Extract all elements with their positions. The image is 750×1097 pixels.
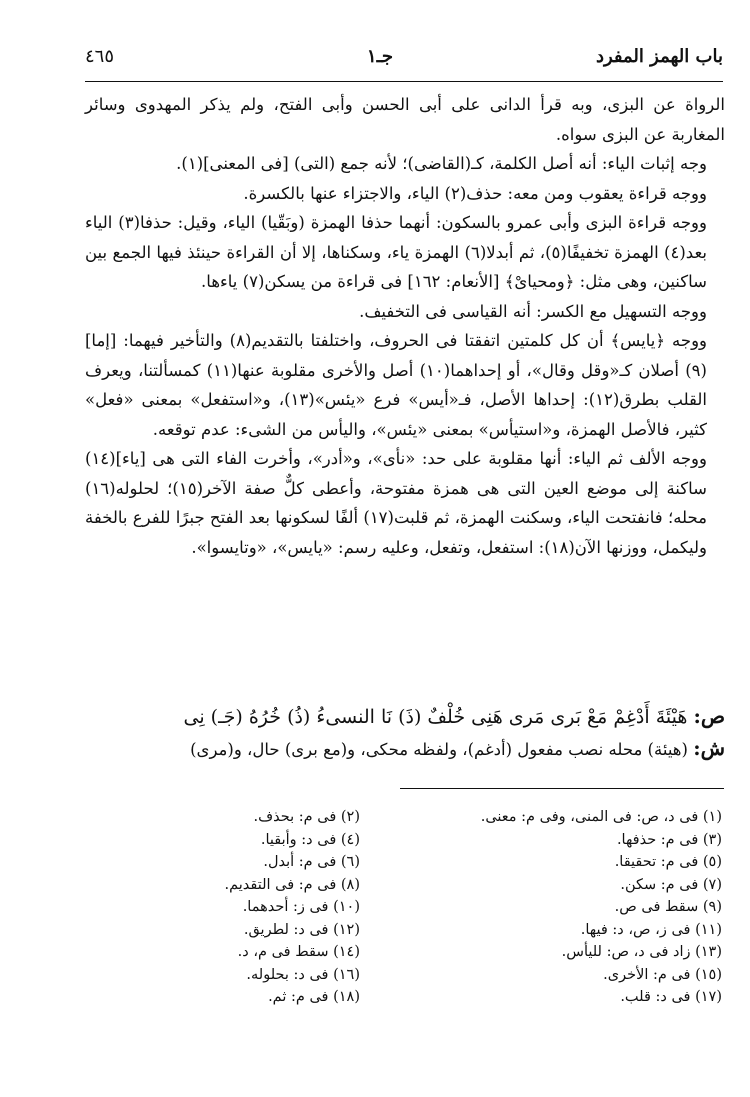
header-divider xyxy=(85,81,723,82)
commentary-label: ش: xyxy=(693,736,725,760)
footnote: (٨) فى م: فى التقديم. xyxy=(224,876,360,893)
footnotes-odd xyxy=(382,806,722,1009)
main-text xyxy=(85,90,725,562)
footnote: (١٠) فى ز: أحدهما. xyxy=(242,899,360,915)
footnote: (١٢) فى د: لطريق. xyxy=(243,921,360,938)
paragraph: وجه إثبات الياء: أنه أصل الكلمة، كـ(القاضى)؛ لأنه جمع (التى) [فى المعنى](١). xyxy=(176,154,707,173)
footnotes-even xyxy=(110,806,360,1009)
paragraph: ووجه التسهيل مع الكسر: أنه القياسى فى التخفيف. xyxy=(359,301,707,321)
footnote: (٩) سقط فى ص. xyxy=(614,899,722,915)
footnote: (١٨) فى م: ثم. xyxy=(268,989,360,1005)
paragraph: ووجه قراءة البزى وأبى عمرو بالسكون: أنهما حذفا الهمزة (وبَقّيا) الياء، وقيل: حذفا(٣) الياء بعد(٤) الهمزة تخفيفًا(٥)، ثم أبدلا(٦) الهمزة ياء، وسكناها، إلا أن القراءة حينئذ فيها الجمع بين ساكنين، وهى مثل: ﴿ومحيایْ﴾ [الأنعام: ١٦٢] فى قراءة من يسكن(٧) ياءها. xyxy=(85,213,707,291)
commentary-line xyxy=(85,734,725,764)
footnote: (٣) فى م: حذفها. xyxy=(616,831,722,848)
commentary-text: (هيئة) محله نصب مفعول (أدغم)، ولفظه محكى، و(مع برى) حال، و(مرى) xyxy=(190,740,688,759)
footnote: (١٧) فى د: قلب. xyxy=(620,989,722,1005)
footnote: (١٦) فى د: بحلوله. xyxy=(246,966,360,983)
footnote: (١٤) سقط فى م، د. xyxy=(237,944,360,960)
page-header xyxy=(85,46,723,76)
paragraph: الرواة عن البزى، وبه قرأ الدانى على أبى الحسن وأبى الفتح، ولم يذكر المهدوى وسائر المغاربة عن البزى سواه. xyxy=(85,95,725,144)
chapter-title: باب الهمز المفرد xyxy=(595,46,723,67)
footnote: (٦) فى م: أبدل. xyxy=(263,854,360,870)
paragraph: ووجه الألف ثم الياء: أنها مقلوبة على حد: «نأى»، و«أدر»، وأخرت الفاء التى هى [ياء](١٤) ساكنة إلى موضع العين التى هى همزة مفتوحة، وأعطى كلٌّ صفة الآخر(١٥)؛ لحلوله(١٦) محله؛ فانفتحت الياء، وسكنت الهمزة، ثم قلبت(١٧) ألفًا لسكونها بعد الفتح جبرًا للفرع بالخفة وليكمل، ووزنها الآن(١٨): استفعل، وتفعل، وعليه رسم: «يايس»، «وتايسوا». xyxy=(85,449,707,557)
verse-text: هَيْئَةَ أَدْغِمْ مَعْ بَرى مَرى هَنِى خُلْفٌ (ذَ) نَا النسىءُ (ذُ) خُرُهُ (جَـ) نِى xyxy=(183,706,688,728)
footnote: (١٣) زاد فى د، ص: لليأس. xyxy=(561,944,722,960)
footnote: (٥) فى م: تحقيقا. xyxy=(614,854,722,870)
footnote: (١) فى د، ص: فى المنى، وفى م: معنى. xyxy=(480,809,722,825)
footnote: (١١) فى ز، ص، د: فيها. xyxy=(580,921,722,938)
page-number: ٤٦٥ xyxy=(85,46,115,67)
poem-verse xyxy=(85,700,725,733)
footnote: (٢) فى م: بحذف. xyxy=(253,809,360,825)
paragraph: ووجه قراءة يعقوب ومن معه: حذف(٢) الياء، والاجتزاء عنها بالكسرة. xyxy=(243,183,707,203)
footnote-divider xyxy=(400,788,724,789)
footnote: (٧) فى م: سكن. xyxy=(620,876,722,893)
volume-part: جـ١ xyxy=(366,46,393,67)
footnote: (٤) فى د: وأبقيا. xyxy=(260,831,360,848)
verse-label: ص: xyxy=(693,704,725,728)
paragraph: ووجه ﴿يايس﴾ أن كل كلمتين اتفقتا فى الحروف، واختلفتا بالتقديم(٨) والتأخير فيهما: [إما](٩) أصلان كـ«وقل وقال»، أو إحداهما(١٠) أصل والأخرى مقلوبة عنها(١١) كمسألتنا، ويعرف القلب بطرق(١٢): إحداها الأصل، فـ«أيس» فرع «يئس»(١٣)، و«استفعل» بمعنى «فعل» كثير، فالأصل الهمزة، و«استيأس» بمعنى «يئس»، واليأس من الشىء: عدم توقعه. xyxy=(85,331,708,439)
footnote: (١٥) فى م: الأخرى. xyxy=(603,966,722,983)
